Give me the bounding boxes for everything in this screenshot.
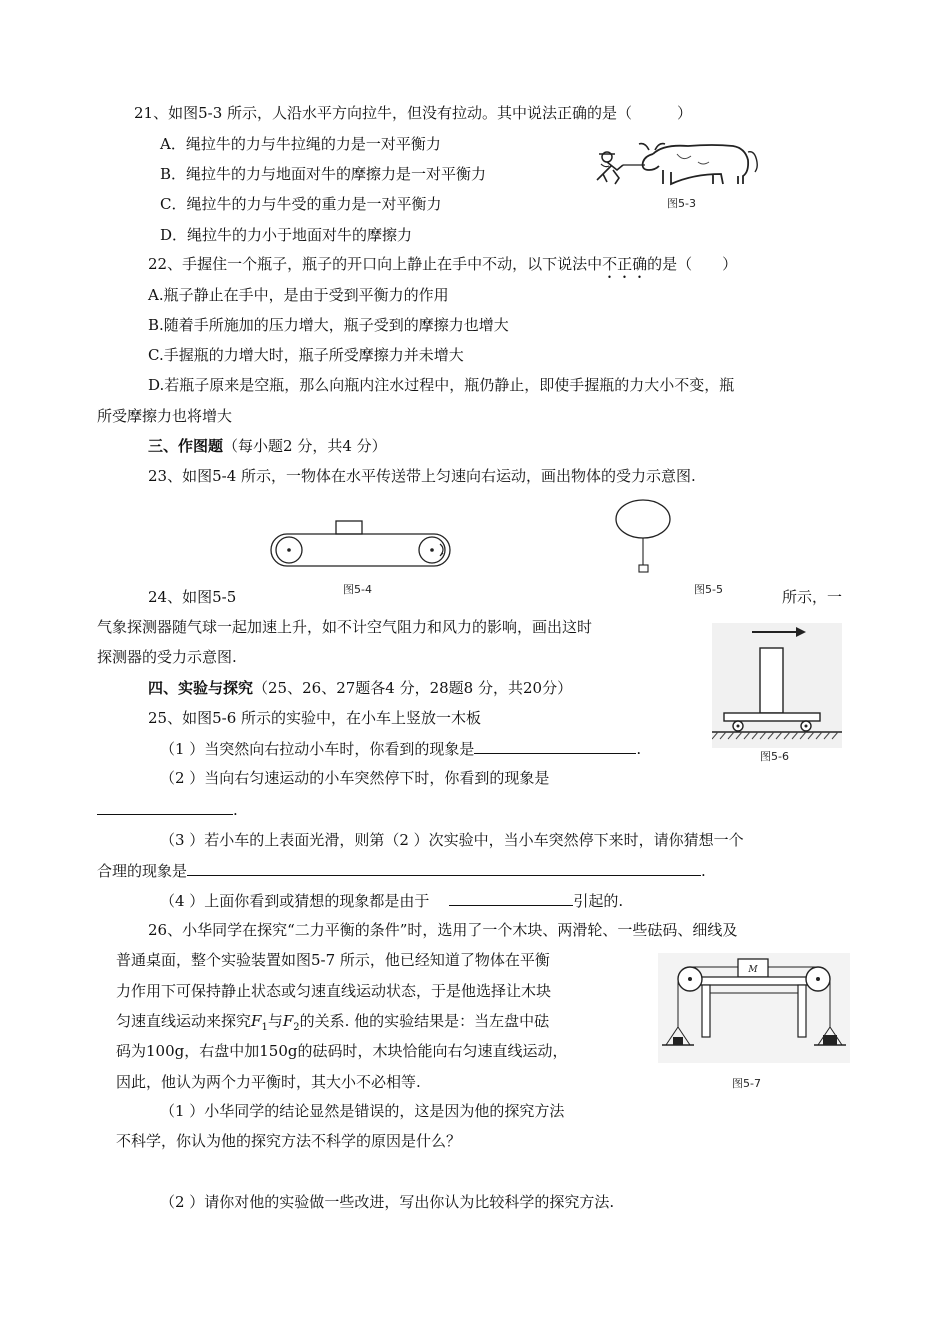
q22-stem-start: 22、手握住一个瓶子，瓶子的开口向上静止在手中不动，以下说法中: [148, 255, 603, 273]
figure-5-5-caption: 图5-5: [694, 583, 723, 596]
q26-line-3: 力作用下可保持静止状态或匀速直线运动状态，于是他选择让木块: [116, 982, 552, 1000]
q25-part-2-end: .: [233, 801, 238, 819]
q26-line-4: [116, 1011, 549, 1038]
q25-part-3-text: 合理的现象是: [97, 862, 188, 880]
q23-stem: 23、如图5-4 所示，一物体在水平传送带上匀速向右运动，画出物体的受力示意图.: [148, 467, 696, 485]
q26-force-f1-sub: 1: [261, 1022, 268, 1033]
q22-stem-end: 的是（ ）: [647, 255, 738, 273]
q25-part-3: （3 ）若小车的上表面光滑，则第（2 ）次实验中，当小车突然停下来时，请你猜想一个: [160, 831, 744, 849]
q21-option-b: B．绳拉牛的力与地面对牛的摩擦力是一对平衡力: [160, 165, 487, 183]
q26-line-4-a: 匀速直线运动来探究: [116, 1012, 252, 1030]
figure-5-4-caption: 图5-4: [343, 583, 372, 596]
q25-part-1-text: （1 ）当突然向右拉动小车时，你看到的现象是: [160, 740, 475, 758]
figure-5-6-cart-with-board: [712, 623, 842, 748]
q26-force-f1: F: [251, 1012, 262, 1030]
q25-part-4-end: 引起的.: [573, 892, 624, 910]
figure-5-5-balloon-probe: [610, 497, 680, 577]
q25-answer-blank-3[interactable]: [187, 860, 701, 876]
q26-part-1-cont: 不科学，你认为他的探究方法不科学的原因是什么？: [116, 1132, 462, 1150]
q25-answer-blank-2[interactable]: [97, 799, 233, 815]
q26-line-5: 码为100g，右盘中加150g的砝码时，木块恰能向右匀速直线运动，: [116, 1042, 568, 1060]
q25-part-2-answer: [97, 799, 238, 820]
q21-stem: 21、如图5-3 所示，人沿水平方向拉牛，但没有拉动。其中说法正确的是（ ）: [134, 104, 693, 122]
section-3-heading: [148, 436, 387, 456]
section-4-heading: [148, 678, 572, 698]
q22-stem: [148, 254, 737, 282]
q25-part-2: （2 ）当向右匀速运动的小车突然停下时，你看到的现象是: [160, 769, 550, 787]
q25-part-3-end: .: [701, 862, 706, 880]
q26-line-1: 26、小华同学在探究“二力平衡的条件”时，选用了一个木块、两滑轮、一些砝码、细线及: [148, 921, 738, 939]
q26-line-4-b: 与: [267, 1012, 283, 1030]
figure-5-7-caption: 图5-7: [732, 1077, 761, 1090]
q21-option-d: D．绳拉牛的力小于地面对牛的摩擦力: [160, 226, 413, 244]
figure-5-3-caption: 图5-3: [667, 197, 696, 210]
section-3-note: （每小题2 分，共4 分）: [223, 437, 387, 455]
q25-answer-blank-4[interactable]: [449, 890, 573, 906]
q26-line-4-c: 的关系. 他的实验结果是：当左盘中砝: [299, 1012, 550, 1030]
q26-part-1: （1 ）小华同学的结论显然是错误的，这是因为他的探究方法: [160, 1102, 565, 1120]
q22-option-d-cont: 所受摩擦力也将增大: [97, 407, 233, 425]
figure-5-6-caption: 图5-6: [760, 750, 789, 763]
q25-part-4-text: （4 ）上面你看到或猜想的现象都是由于: [160, 892, 430, 910]
q25-part-1-end: .: [636, 740, 642, 758]
q22-option-a: A.瓶子静止在手中，是由于受到平衡力的作用: [148, 286, 449, 304]
q22-option-d: D.若瓶子原来是空瓶，那么向瓶内注水过程中，瓶仍静止，即使手握瓶的力大小不变，瓶: [148, 376, 735, 394]
figure-5-3-person-pulling-ox: [593, 132, 763, 192]
q25-stem: 25、如图5-6 所示的实验中，在小车上竖放一木板: [148, 709, 482, 727]
q21-option-a: A．绳拉牛的力与牛拉绳的力是一对平衡力: [160, 135, 441, 153]
section-3-title: 三、作图题: [148, 437, 224, 455]
q24-line-3: 探测器的受力示意图.: [97, 648, 237, 666]
q26-force-f2-sub: 2: [293, 1022, 300, 1033]
q24-line-1-left: 24、如图5-5: [148, 588, 237, 606]
section-4-note: （25、26、27题各4 分，28题8 分，共20分）: [253, 679, 573, 697]
q22-option-b: B.随着手所施加的压力增大，瓶子受到的摩擦力也增大: [148, 316, 509, 334]
q24-line-2: 气象探测器随气球一起加速上升，如不计空气阻力和风力的影响，画出这时: [97, 618, 593, 636]
q26-line-6: 因此，他认为两个力平衡时，其大小不必相等.: [116, 1073, 421, 1091]
q26-force-f2: F: [282, 1012, 294, 1030]
q24-line-1-right: 所示，一: [782, 588, 843, 606]
q25-part-3-cont: [97, 860, 706, 881]
figure-5-7-two-force-apparatus: [658, 953, 850, 1063]
figure-5-4-conveyor-belt: [262, 515, 462, 570]
q25-part-4: [160, 890, 623, 911]
section-4-title: 四、实验与探究: [148, 679, 254, 697]
q26-part-2: （2 ）请你对他的实验做一些改进，写出你认为比较科学的探究方法.: [160, 1193, 615, 1211]
q25-answer-blank-1[interactable]: [474, 738, 636, 754]
q22-emphasis: 不正确: [602, 255, 648, 273]
q26-line-2: 普通桌面，整个实验装置如图5-7 所示，他已经知道了物体在平衡: [116, 951, 550, 969]
figure-5-7-block-label: M: [748, 965, 758, 975]
q25-part-1: [160, 738, 641, 759]
q22-option-c: C.手握瓶的力增大时，瓶子所受摩擦力并未增大: [148, 346, 464, 364]
q21-option-c: C．绳拉牛的力与牛受的重力是一对平衡力: [160, 195, 442, 213]
